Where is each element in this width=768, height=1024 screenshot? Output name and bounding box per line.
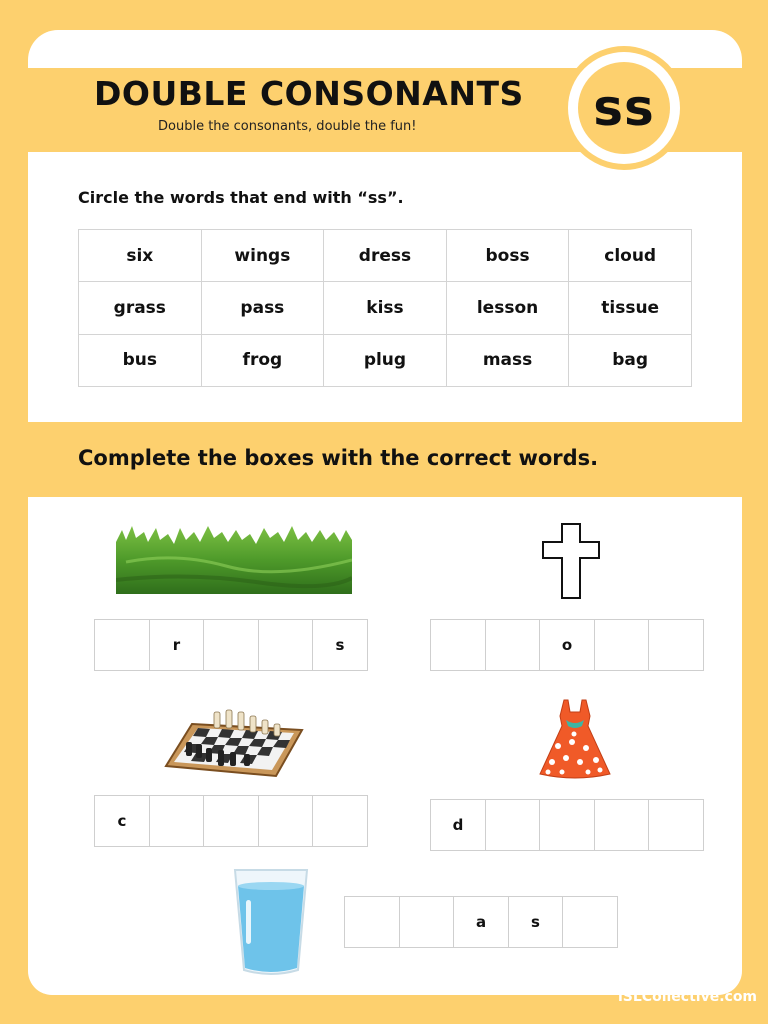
instruction-complete-boxes: Complete the boxes with the correct words.	[78, 446, 599, 470]
grass-letter-boxes	[94, 619, 368, 671]
word-cell[interactable]: tissue	[569, 282, 692, 334]
letter-box[interactable]: r	[149, 619, 205, 671]
letter-box[interactable]: s	[508, 896, 564, 948]
letter-box[interactable]	[258, 795, 314, 847]
letter-box[interactable]	[562, 896, 618, 948]
letter-box[interactable]	[312, 795, 368, 847]
word-cell[interactable]: lesson	[446, 282, 569, 334]
glass-letter-boxes	[344, 896, 618, 948]
watermark: iSLCollective.com	[618, 989, 758, 1005]
letter-box[interactable]: o	[539, 619, 595, 671]
instruction-circle-words: Circle the words that end with “ss”.	[78, 188, 404, 207]
word-cell[interactable]: kiss	[324, 282, 447, 334]
letter-box[interactable]	[344, 896, 400, 948]
word-cell[interactable]: frog	[201, 334, 324, 386]
letter-box[interactable]: c	[94, 795, 150, 847]
word-cell[interactable]: grass	[79, 282, 202, 334]
letter-box[interactable]	[485, 619, 541, 671]
dress-image	[538, 696, 612, 780]
dress-letter-boxes	[430, 799, 704, 851]
word-cell[interactable]: pass	[201, 282, 324, 334]
word-cell[interactable]: bag	[569, 334, 692, 386]
chess-letter-boxes	[94, 795, 368, 847]
chessboard-image	[162, 702, 306, 782]
letter-box[interactable]: s	[312, 619, 368, 671]
glass-of-water-image	[232, 866, 310, 978]
page-title: DOUBLE CONSONANTS	[94, 74, 524, 113]
grass-image	[116, 522, 352, 594]
letter-box[interactable]: a	[453, 896, 509, 948]
letter-box[interactable]	[203, 795, 259, 847]
letter-box[interactable]	[485, 799, 541, 851]
page-subtitle: Double the consonants, double the fun!	[158, 119, 417, 134]
word-cell[interactable]: cloud	[569, 230, 692, 282]
letter-box[interactable]	[399, 896, 455, 948]
letter-box[interactable]: d	[430, 799, 486, 851]
letter-box[interactable]	[594, 799, 650, 851]
cross-icon	[540, 522, 602, 600]
letter-box[interactable]	[203, 619, 259, 671]
word-cell[interactable]: dress	[324, 230, 447, 282]
letter-box[interactable]	[648, 619, 704, 671]
word-table	[78, 229, 692, 387]
letter-box[interactable]	[258, 619, 314, 671]
word-cell[interactable]: wings	[201, 230, 324, 282]
letter-box[interactable]	[648, 799, 704, 851]
letter-box[interactable]	[94, 619, 150, 671]
letter-box[interactable]	[539, 799, 595, 851]
word-cell[interactable]: boss	[446, 230, 569, 282]
word-cell[interactable]: mass	[446, 334, 569, 386]
letter-box[interactable]	[430, 619, 486, 671]
ss-badge	[578, 62, 670, 154]
word-cell[interactable]: six	[79, 230, 202, 282]
letter-box[interactable]	[149, 795, 205, 847]
word-cell[interactable]: plug	[324, 334, 447, 386]
table-row	[79, 282, 692, 334]
letter-box[interactable]	[594, 619, 650, 671]
table-row	[79, 334, 692, 386]
table-row	[79, 230, 692, 282]
word-cell[interactable]: bus	[79, 334, 202, 386]
badge-text: ss	[593, 79, 655, 137]
cross-letter-boxes	[430, 619, 704, 671]
